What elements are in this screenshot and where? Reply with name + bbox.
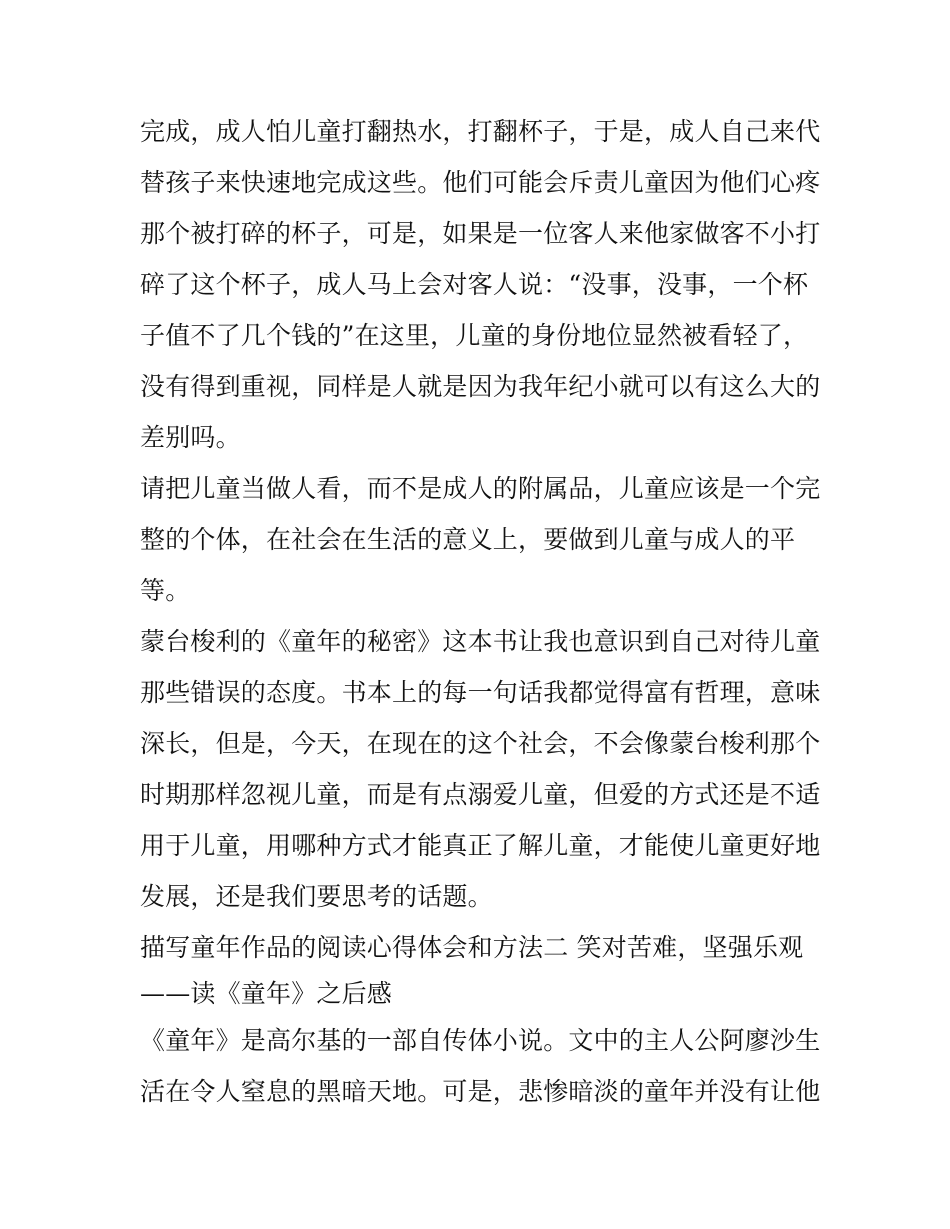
text-line: 请把儿童当做人看，而不是成人的附属品，儿童应该是一个完 [140,474,821,503]
text-line: 那个被打碎的杯子，可是，如果是一位客人来他家做客不小打 [140,219,821,248]
text-line: 《童年》是高尔基的一部自传体小说。文中的主人公阿廖沙生 [140,1026,821,1055]
text-line: 发展，还是我们要思考的话题。 [140,882,493,911]
text-line: 那些错误的态度。书本上的每一句话我都觉得富有哲理，意味 [140,678,821,707]
text-line: 活在令人窒息的黑暗天地。可是，悲惨暗淡的童年并没有让他 [140,1077,821,1106]
text-line: 用于儿童，用哪种方式才能真正了解儿童，才能使儿童更好地 [140,831,821,860]
text-line: 时期那样忽视儿童，而是有点溺爱儿童，但爱的方式还是不适 [140,780,821,809]
text-line: 蒙台梭利的《童年的秘密》这本书让我也意识到自己对待儿童 [140,627,821,656]
subheading-line: ——读《童年》之后感 [140,979,393,1008]
text-line: 子值不了几个钱的”在这里，儿童的身份地位显然被看轻了， [140,321,809,350]
text-line: 整的个体，在社会在生活的意义上，要做到儿童与成人的平 [140,525,796,554]
text-line: 差别吗。 [140,423,241,452]
body-text [140,106,820,1117]
text-line: 碎了这个杯子，成人马上会对客人说：“没事，没事，一个杯 [140,270,809,299]
text-line: 替孩子来快速地完成这些。他们可能会斥责儿童因为他们心疼 [140,168,821,197]
text-line: 没有得到重视，同样是人就是因为我年纪小就可以有这么大的 [140,372,821,401]
text-line: 等。 [140,576,191,605]
text-line: 深长，但是，今天，在现在的这个社会，不会像蒙台梭利那个 [140,729,821,758]
text-line: 完成，成人怕儿童打翻热水，打翻杯子，于是，成人自己来代 [140,117,821,146]
heading-line: 描写童年作品的阅读心得体会和方法二 笑对苦难，坚强乐观 [140,933,804,962]
